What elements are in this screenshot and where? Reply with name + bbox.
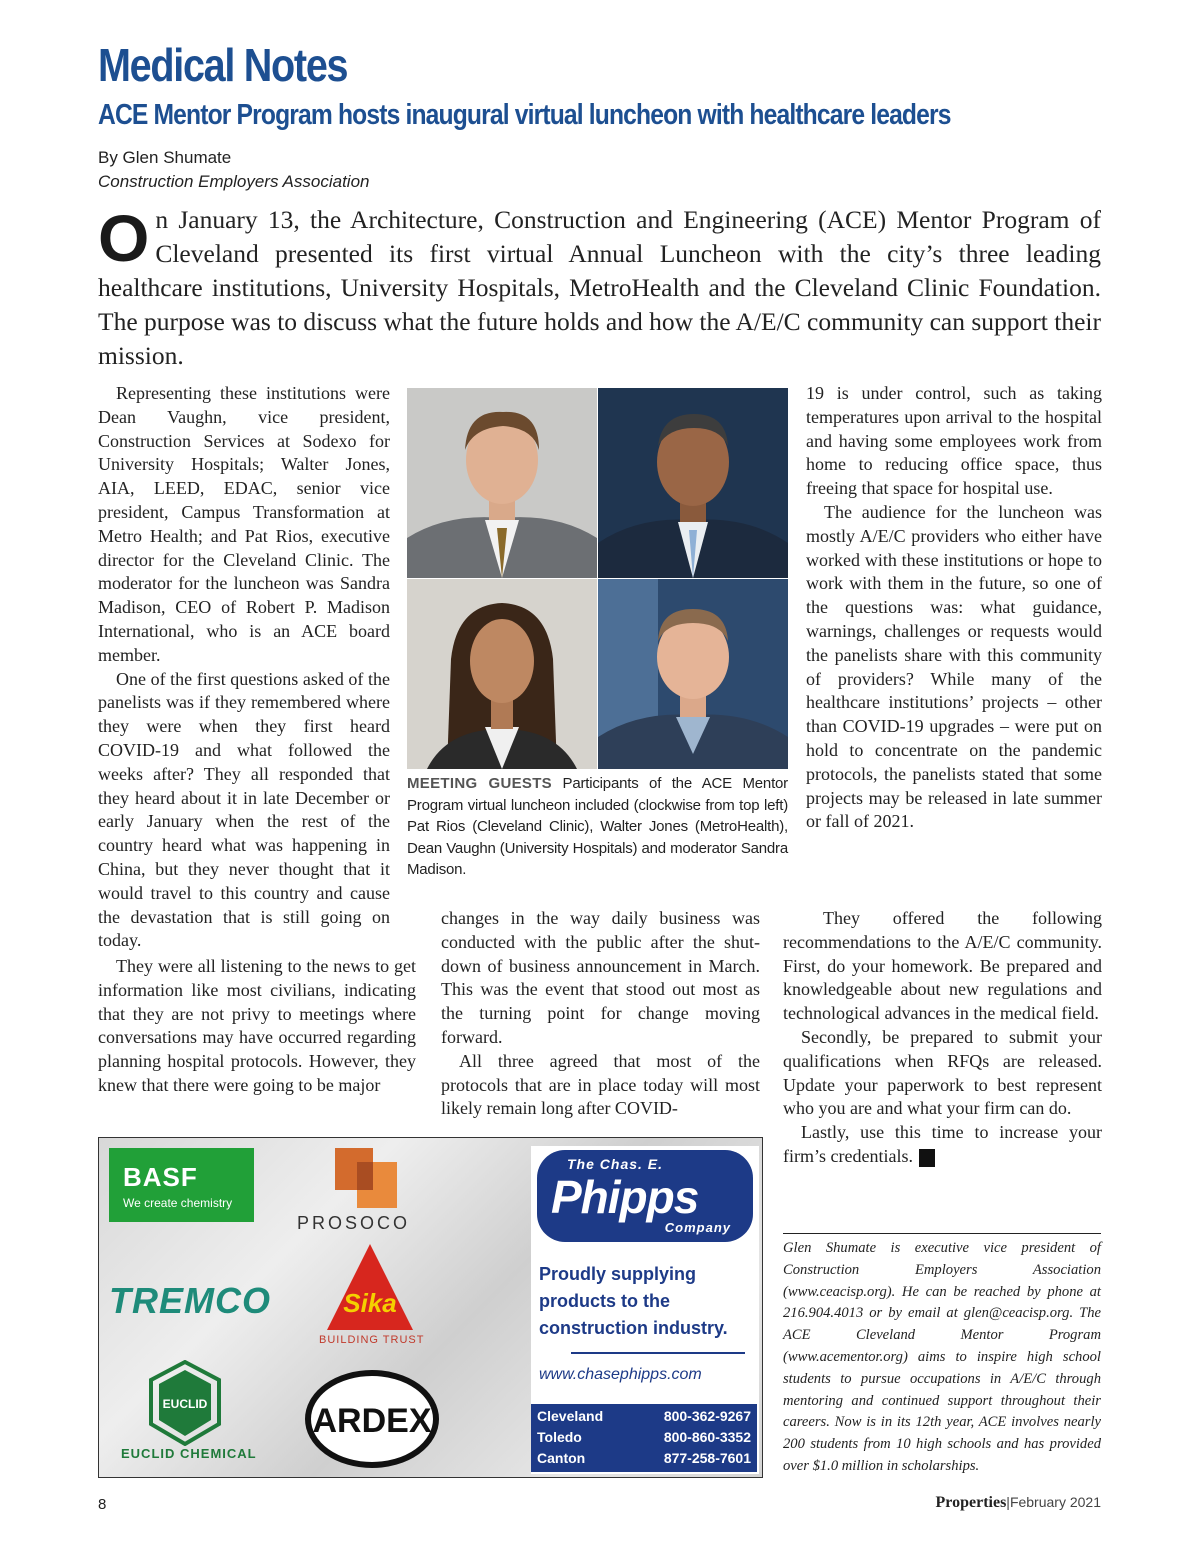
phipps-url-link[interactable]: www.chasephipps.com: [539, 1366, 702, 1383]
phipps-the: The Chas. E.: [567, 1156, 664, 1172]
phone-row: [537, 1450, 751, 1472]
author-affiliation: Construction Employers Association: [98, 172, 370, 191]
body-paragraph: Secondly, be prepared to submit your qualifications when RFQs are released. Update your paperwork to best represent who you are and what your firm can do.: [783, 1026, 1102, 1119]
euclid-logo-icon: [149, 1360, 221, 1446]
body-paragraph: They offered the following recommendations to the A/E/C community. First, do your homework. Be prepared and knowledgeable about new regulations and technological advances in the medical field.: [783, 908, 1102, 1024]
prosoco-mark-icon: [335, 1148, 399, 1210]
lede-paragraph: [98, 203, 1101, 373]
euclid-badge-text: EUCLID: [162, 1397, 208, 1411]
body-paragraph: Representing these institutions were Dean Vaughn, vice president, Construction Services at Sodexo for University Hospitals; Walter Jones, AIA, LEED, EDAC, senior vice president, Campus Transformation at Metro Health; and Pat Rios, executive director for the Cleveland Clinic. The moderator for the luncheon was Sandra Madison, CEO of Robert P. Madison International, who is an ACE board member.: [98, 383, 390, 665]
end-mark-icon: P: [919, 1149, 935, 1167]
article-column-1: [98, 382, 390, 953]
drop-cap: O: [98, 201, 150, 275]
phipps-ad-panel[interactable]: [531, 1146, 759, 1474]
prosoco-logo-text: PROSOCO: [297, 1213, 411, 1233]
divider: [783, 1233, 1101, 1234]
page-footer: [936, 1494, 1102, 1512]
body-paragraph: [783, 1121, 1102, 1169]
portrait-image: [598, 388, 788, 578]
basf-name: BASF: [123, 1162, 198, 1192]
phone-city: Toledo: [537, 1429, 582, 1445]
phone-city: Canton: [537, 1450, 586, 1466]
photo-caption: [407, 773, 788, 881]
portrait-image: [598, 579, 788, 769]
sika-tagline: BUILDING TRUST: [319, 1334, 425, 1346]
portrait-image: [407, 579, 597, 769]
phipps-tagline: Proudly supplying products to the construction industry.: [539, 1264, 728, 1338]
sika-logo-icon: [325, 1242, 415, 1332]
ardex-logo-text: ARDEX: [312, 1402, 432, 1440]
tremco-logo-text: TREMCO: [109, 1280, 271, 1321]
ardex-logo-icon: [305, 1370, 439, 1468]
advertisement[interactable]: [98, 1137, 763, 1478]
photo-pat-rios: [407, 388, 597, 578]
article-column-2: [441, 907, 760, 1121]
phipps-phone-list: [531, 1404, 757, 1472]
closing-text: Lastly, use this time to increase your firm’s credentials.: [783, 1122, 1102, 1166]
section-title: Medical Notes: [98, 39, 348, 91]
body-paragraph: One of the first questions asked of the panelists was if they remembered where they were when they first heard COVID-19 and what followed the weeks after? They all responded that they heard about it in late December or early January when the rest of the country heard what was happening in China, but they never thought that it would travel to this country and cause the devastation that is still going on today.: [98, 668, 390, 951]
portrait-image: [407, 388, 597, 578]
magazine-name: Properties: [935, 1494, 1007, 1511]
phipps-logo: [537, 1150, 753, 1242]
article-column-3b: [783, 907, 1102, 1169]
sika-logo-text: Sika: [343, 1288, 397, 1318]
basf-logo: [109, 1148, 254, 1222]
phone-city: Cleveland: [537, 1408, 604, 1424]
lede-text: n January 13, the Architecture, Construction and Engineering (ACE) Mentor Program of Cleveland presented its first virtual Annual Luncheon with the city’s three leading healthcare institutions, University Hospitals, MetroHealth and the Cleveland Clinic Foundation. The purpose was to discuss what the future holds and how the A/E/C community can support their mission.: [98, 205, 1101, 370]
photo-walter-jones: [598, 388, 788, 578]
photo-sandra-madison: [407, 579, 597, 769]
phipps-name: Phipps: [551, 1171, 699, 1223]
byline: By Glen Shumate: [98, 148, 232, 167]
page-number: 8: [98, 1496, 107, 1513]
phone-number[interactable]: 877-258-7601: [663, 1450, 751, 1466]
phipps-company: Company: [664, 1220, 731, 1235]
issue-date: February 2021: [1009, 1494, 1101, 1510]
headline: ACE Mentor Program hosts inaugural virtual luncheon with healthcare leaders: [98, 99, 951, 131]
phone-number[interactable]: 800-362-9267: [663, 1408, 751, 1424]
body-paragraph: changes in the way daily business was conducted with the public after the shut-down of business announcement in March. This was the event that stood out most as the turning point for change moving forward.: [441, 908, 760, 1047]
author-bio: Glen Shumate is executive vice president of Construction Employers Association (www.ceacisp.org). He can be reached by phone at 216.904.4013 or by email at glen@ceacisp.org. The ACE Cleveland Mentor Program (www.acementor.org) aims to inspire high school students to pursue occupations in A/E/C through mentoring and continued support throughout their careers. Now is in its 12th year, ACE involves nearly 200 students from 10 high schools and has provided over $1.0 million in scholarships.: [783, 1240, 1101, 1474]
article-column-1b: [98, 955, 416, 1098]
caption-label: MEETING GUESTS: [407, 775, 552, 792]
caption-text: Participants of the ACE Mentor Program virtual luncheon included (clockwise from top left) Pat Rios (Cleveland Clinic), Walter Jones (MetroHealth), Dean Vaughn (University Hospitals) and moderator Sandra Madison.: [407, 775, 788, 878]
article-column-3: [806, 382, 1102, 834]
panelist-photo-grid: [407, 388, 788, 768]
body-paragraph: The audience for the luncheon was mostly A/E/C providers who either have worked with these institutions or hope to work with them in the future, so one of the questions was: what guidance, warnings, challenges or requests would the panelists share with this community of providers? While many of the healthcare institutions’ projects – other than COVID-19 upgrades – were put on hold to concentrate on the pandemic protocols, the panelists stated that some projects may be released in late summer or fall of 2021.: [806, 501, 1102, 832]
phone-row: [537, 1408, 751, 1430]
phone-row: [537, 1429, 751, 1451]
divider: [571, 1352, 745, 1354]
euclid-logo-text: EUCLID CHEMICAL: [121, 1446, 257, 1461]
photo-dean-vaughn: [598, 579, 788, 769]
body-paragraph: 19 is under control, such as taking temperatures upon arrival to the hospital and having some employees work from home to reducing office space, thus freeing that space for hospital use.: [806, 383, 1102, 499]
basf-tagline: We create chemistry: [123, 1196, 233, 1210]
body-paragraph: They were all listening to the news to get information like most civilians, indicating that they are not privy to meetings where conversations may have occurred regarding planning hospital protocols. However, they knew that there were going to be major: [98, 956, 416, 1095]
phone-number[interactable]: 800-860-3352: [663, 1429, 751, 1445]
body-paragraph: All three agreed that most of the protocols that are in place today will most likely remain long after COVID-: [441, 1050, 760, 1119]
footer-separator: |: [1006, 1494, 1010, 1510]
